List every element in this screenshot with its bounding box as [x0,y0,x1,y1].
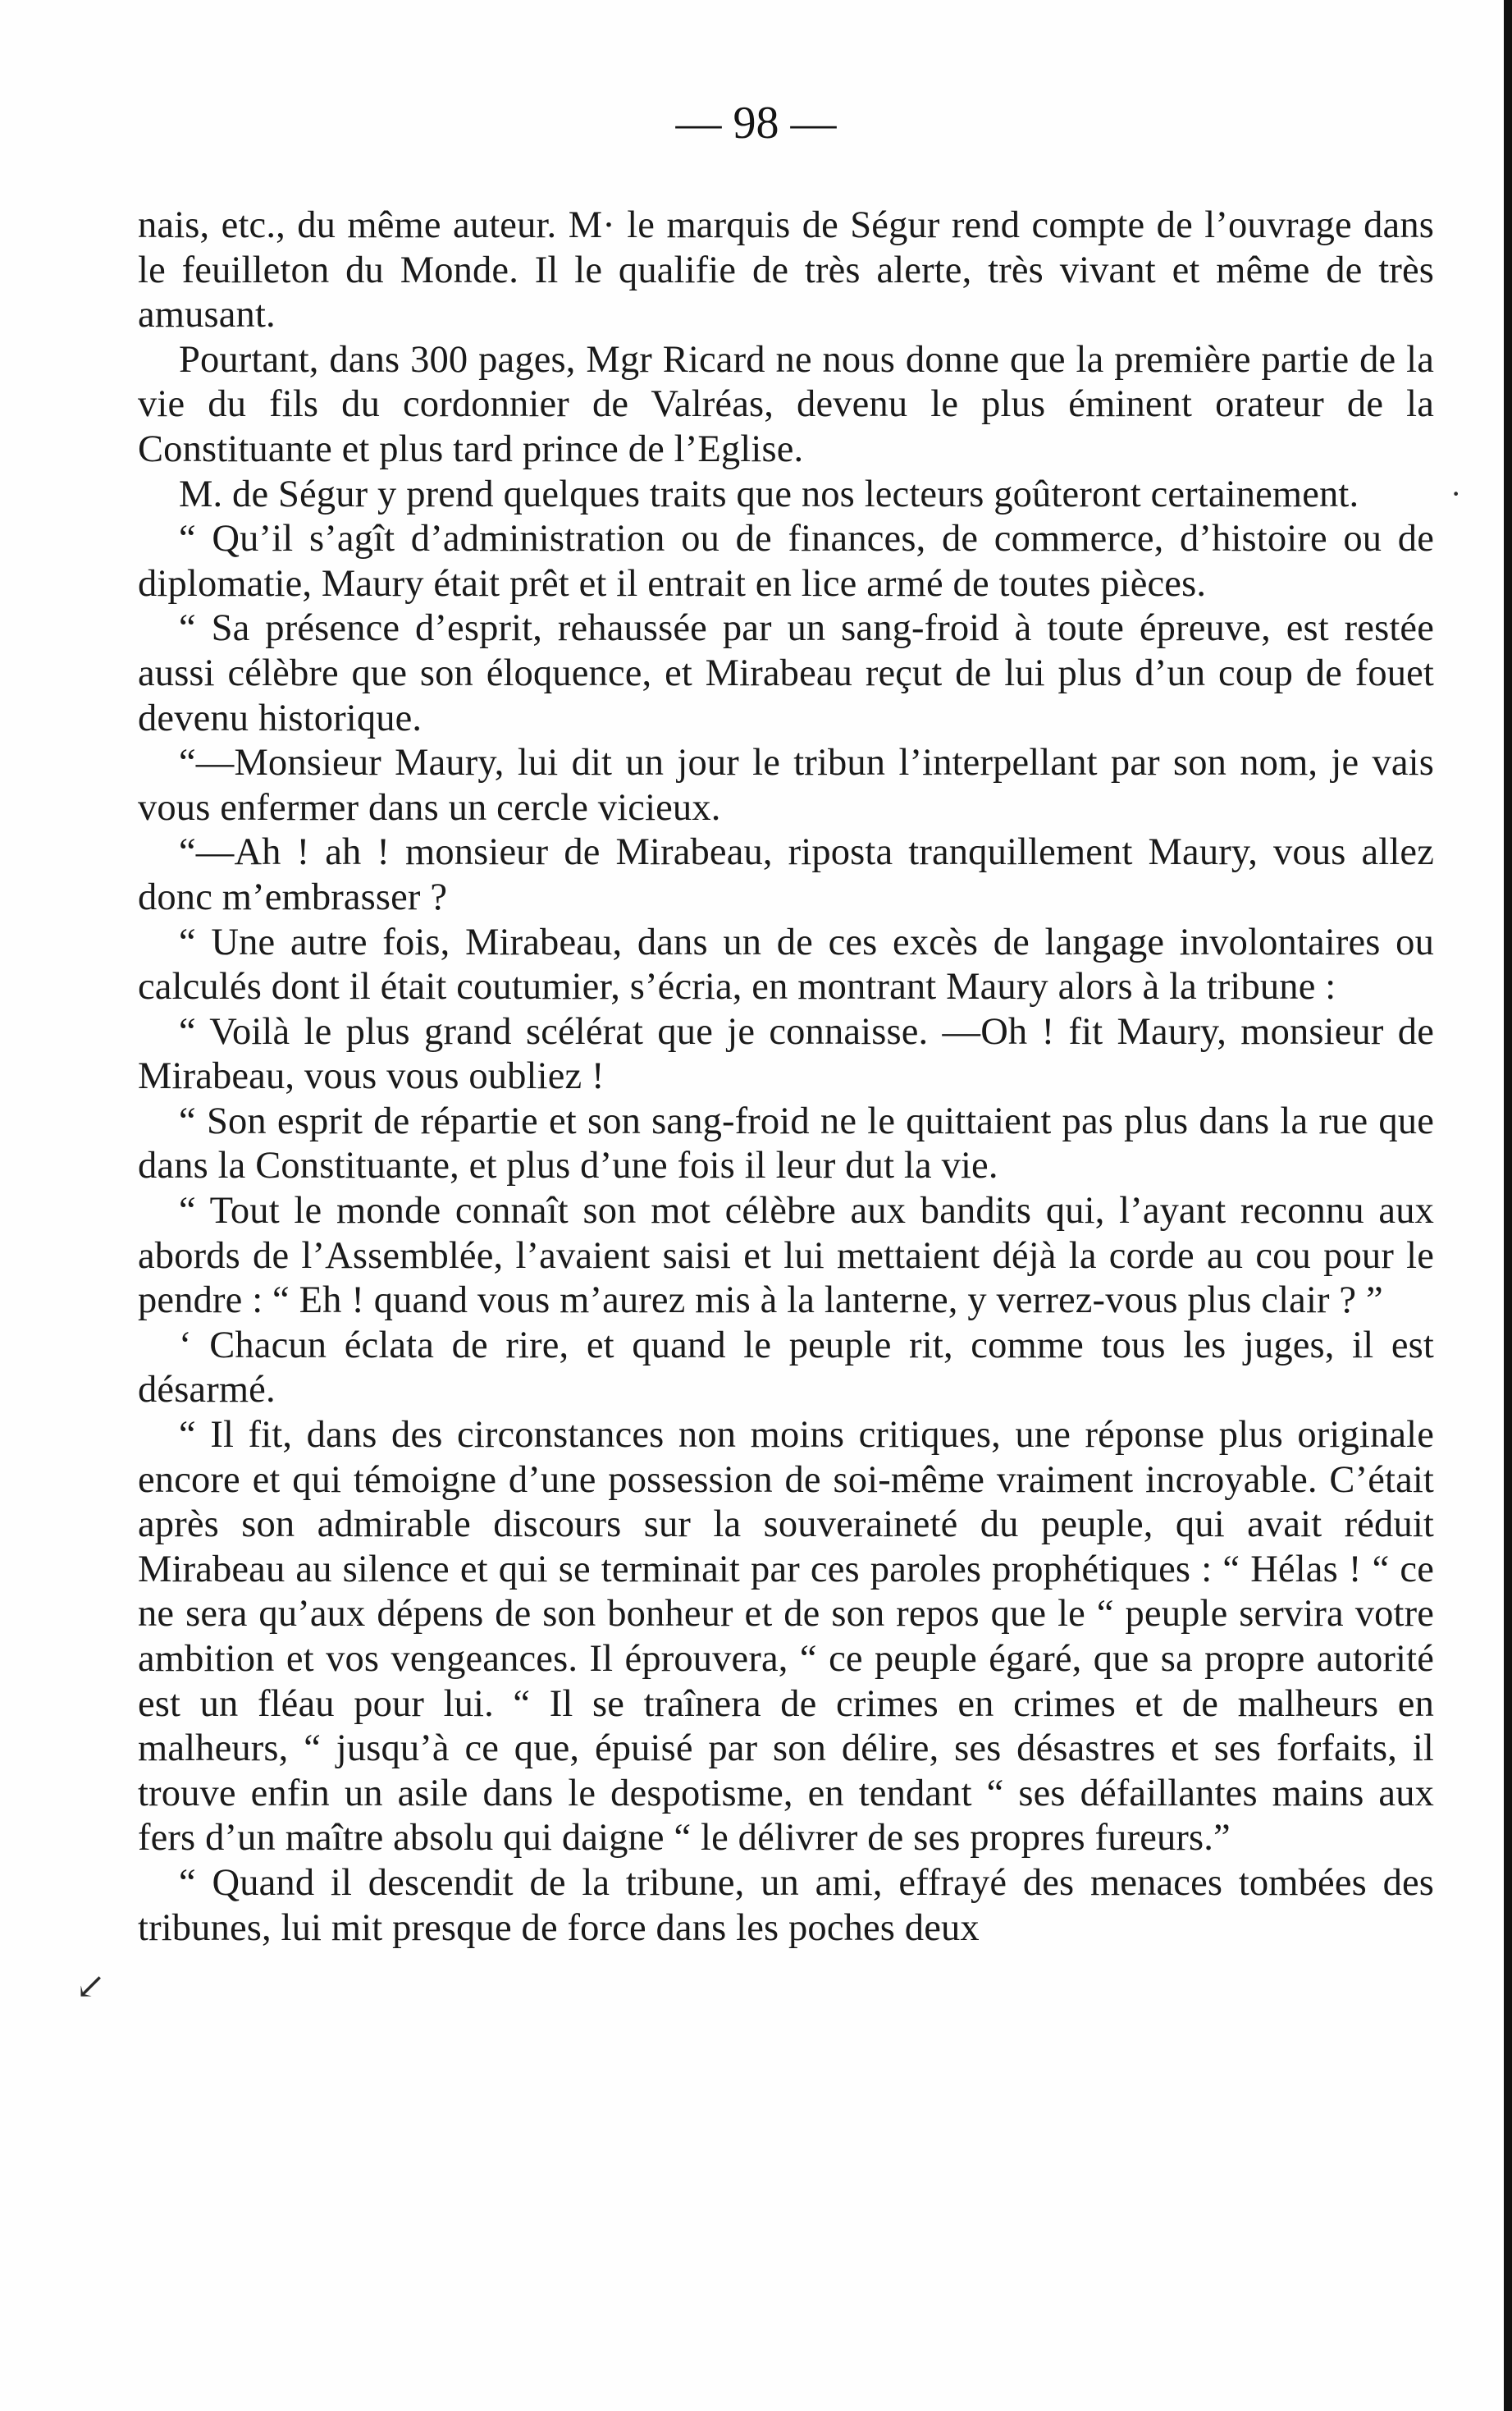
paragraph-13: “ Il fit, dans des circonstances non moins critiques, une réponse plus originale encore et qui témoigne d’une possession de soi-même vraiment incroyable. C’était après son admirable discours sur la souveraineté du peuple, qui avait réduit Mirabeau au silence et qui se terminait par ces paroles prophétiques : “ Hélas ! “ ce ne sera qu’aux dépens de son bonheur et de son repos que le “ peuple servira votre ambition et vos vengeances. Il éprouvera, “ ce peuple égaré, que sa propre autorité est un fléau pour lui. “ Il se traînera de crimes en crimes et de malheurs en malheurs, “ jusqu’à ce que, épuisé par son délire, ses désastres et ses forfaits, il trouve enfin un asile dans le despotisme, en tendant “ ses défaillantes mains aux fers d’un maître absolu qui daigne “ le délivrer de ses propres fureurs.” [138,1414,1434,1860]
paragraph-3: M. de Ségur y prend quelques traits que nos lecteurs goûteront certainement. [179,473,1359,515]
paragraph-7: “—Ah ! ah ! monsieur de Mirabeau, riposta tranquillement Maury, vous allez donc m’embrasser ? [138,831,1434,918]
body-text [138,204,1434,1951]
margin-arrow-mark: ↙ [75,1966,106,2006]
paragraph-11: “ Tout le monde connaît son mot célèbre aux bandits qui, l’ayant reconnu aux abords de l’Assemblée, l’avaient saisi et lui mettaient déjà la corde au cou pour le pendre : “ Eh ! quand vous m’aurez mis à la lanterne, y verrez-vous plus clair ? ” [138,1190,1434,1322]
paragraph-4: “ Qu’il s’agît d’administration ou de finances, de commerce, d’histoire ou de diplomatie, Maury était prêt et il entrait en lice armé de toutes pièces. [138,518,1434,605]
paragraph-6: “—Monsieur Maury, lui dit un jour le tribun l’interpellant par son nom, je vais vous enfermer dans un cercle vicieux. [138,742,1434,829]
paragraph-10: “ Son esprit de répartie et son sang-froid ne le quittaient pas plus dans la rue que dans la Constituante, et plus d’une fois il leur dut la vie. [138,1100,1434,1187]
paragraph-14: “ Quand il descendit de la tribune, un ami, effrayé des menaces tombées des tribunes, lui mit presque de force dans les poches deux [138,1861,1434,1949]
paragraph-9: “ Voilà le plus grand scélérat que je connaisse. —Oh ! fit Maury, monsieur de Mirabeau, vous vous oubliez ! [138,1010,1434,1098]
margin-dot-mark: · [1450,475,1462,512]
paragraph-2: Pourtant, dans 300 pages, Mgr Ricard ne nous donne que la première partie de la vie du fils du cordonnier de Valréas, devenu le plus éminent orateur de la Constituante et plus tard prince de l’Eglise. [138,338,1434,470]
paragraph-5: “ Sa présence d’esprit, rehaussée par un sang-froid à toute épreuve, est restée aussi célèbre que son éloquence, et Mirabeau reçut de lui plus d’un coup de fouet devenu historique. [138,607,1434,739]
page-number: — 98 — [675,98,837,149]
paragraph-12: ‘ Chacun éclata de rire, et quand le peuple rit, comme tous les juges, il est désarmé. [138,1324,1434,1411]
paragraph-8: “ Une autre fois, Mirabeau, dans un de ces excès de langage involontaires ou calculés dont il était coutumier, s’écria, en montrant Maury alors à la tribune : [138,921,1434,1009]
paragraph-1: nais, etc., du même auteur. M· le marquis de Ségur rend compte de l’ouvrage dans le feuilleton du Monde. Il le qualifie de très alerte, très vivant et même de très amusant. [138,204,1434,336]
page-edge-rule [1504,0,1512,2411]
